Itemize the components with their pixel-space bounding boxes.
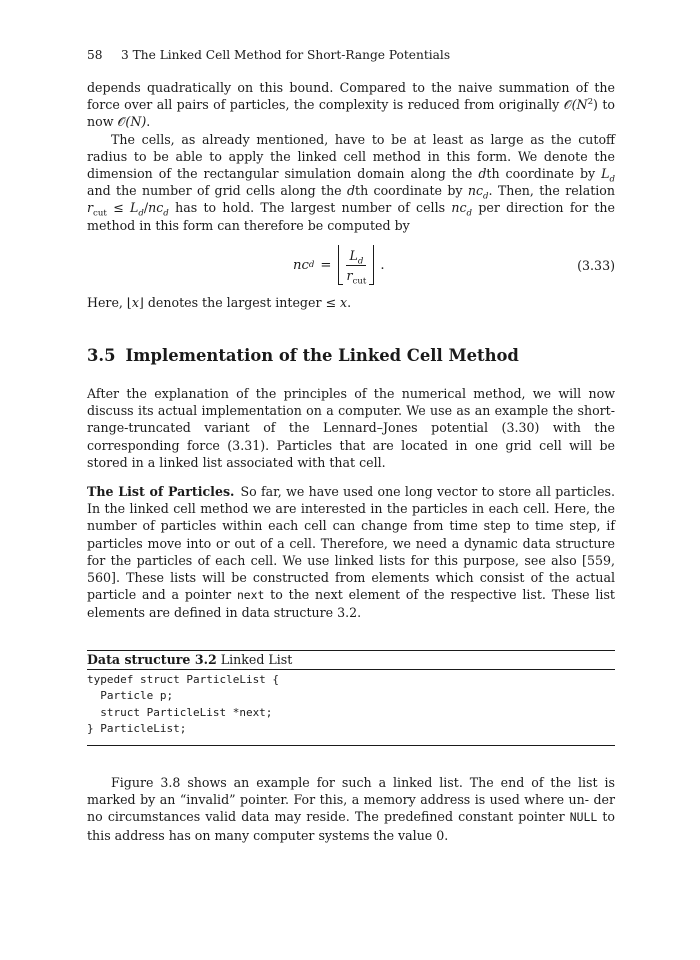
fraction: $\frac{L_d}{r_{cut}}$ (346, 247, 367, 287)
paragraph-list-of-particles: The List of Particles. So far, we have used one long vector to store all particles. In the linked cell method we are interested in the particles in each cell. Here, the number of particles within each cell can change from time step to time step, if particles move into or out of a cell. Therefore, we need a dynamic data structure for the particles of each cell. We use linked lists for this purpose, see also [559, 560]. These lists will be constructed from elements which consist of the actual particle and a pointer next to the next element of the respective list. These list elements are defined in data structure 3.2. (87, 484, 615, 621)
section-intro (87, 385, 615, 471)
floor-brackets (338, 245, 374, 285)
page-number: 58 (87, 48, 103, 62)
paragraph-floor-definition: Here, ⌊x⌋ denotes the largest integer ≤ x. (87, 295, 352, 310)
paragraph-null-pointer: Figure 3.8 shows an example for such a linked list. The end of the list is marked by an “invalid” pointer. For this, a memory address is used where un- der no circumstances valid data may reside. The predefined constant pointer NULL to this address has on many computer systems the value 0. (87, 775, 615, 843)
after-equation (87, 294, 615, 311)
chapter-title: 3 The Linked Cell Method for Short-Range Potentials (121, 48, 451, 62)
run-in-heading: The List of Particles. (87, 484, 235, 499)
equation-3-33 (87, 241, 615, 289)
paragraph-complexity: depends quadratically on this bound. Compared to the naive summation of the force over all pairs of particles, the complexity is reduced from originally $𝒪(N^2)$ to now 𝒪(N). (87, 80, 615, 130)
intro-block (87, 79, 615, 234)
running-head (87, 47, 615, 63)
code-listing: typedef struct ParticleList { Particle p; struct ParticleList *next; } ParticleList; (87, 673, 280, 736)
data-structure-box (87, 650, 615, 738)
equation-body: nc d = $\frac{L_d}{r_{cut}}$ . (293, 241, 385, 289)
equation-number: (3.33) (577, 257, 615, 273)
final-block (87, 774, 615, 844)
paragraph-implementation: After the explanation of the principles of the numerical method, we will now discuss its actual implementation on a computer. We use as an example the short-range-truncated variant of the Lennard–Jones potential (3.30) with the corresponding force (3.31). Particles that are located in one grid cell will be stored in a linked list associated with that cell. (87, 386, 615, 470)
section-heading: 3.5 Implementation of the Linked Cell Method (87, 346, 519, 365)
list-of-particles (87, 483, 615, 622)
data-structure-caption: Data structure 3.2 Linked List (87, 652, 293, 667)
paragraph-cell-size: The cells, as already mentioned, have to be at least as large as the cutoff radius to be able to apply the linked cell method in this form. We denote the dimension of the rectangular simulation domain along the dth coordinate by $L_d$ and the number of grid cells along the dth coordinate by $nc_d$. Then, the relation $r_{cut} \le L_d/nc_d$ has to hold. The largest number of cells $nc_d$ per direction for the method in this form can therefore be computed by (87, 131, 615, 233)
